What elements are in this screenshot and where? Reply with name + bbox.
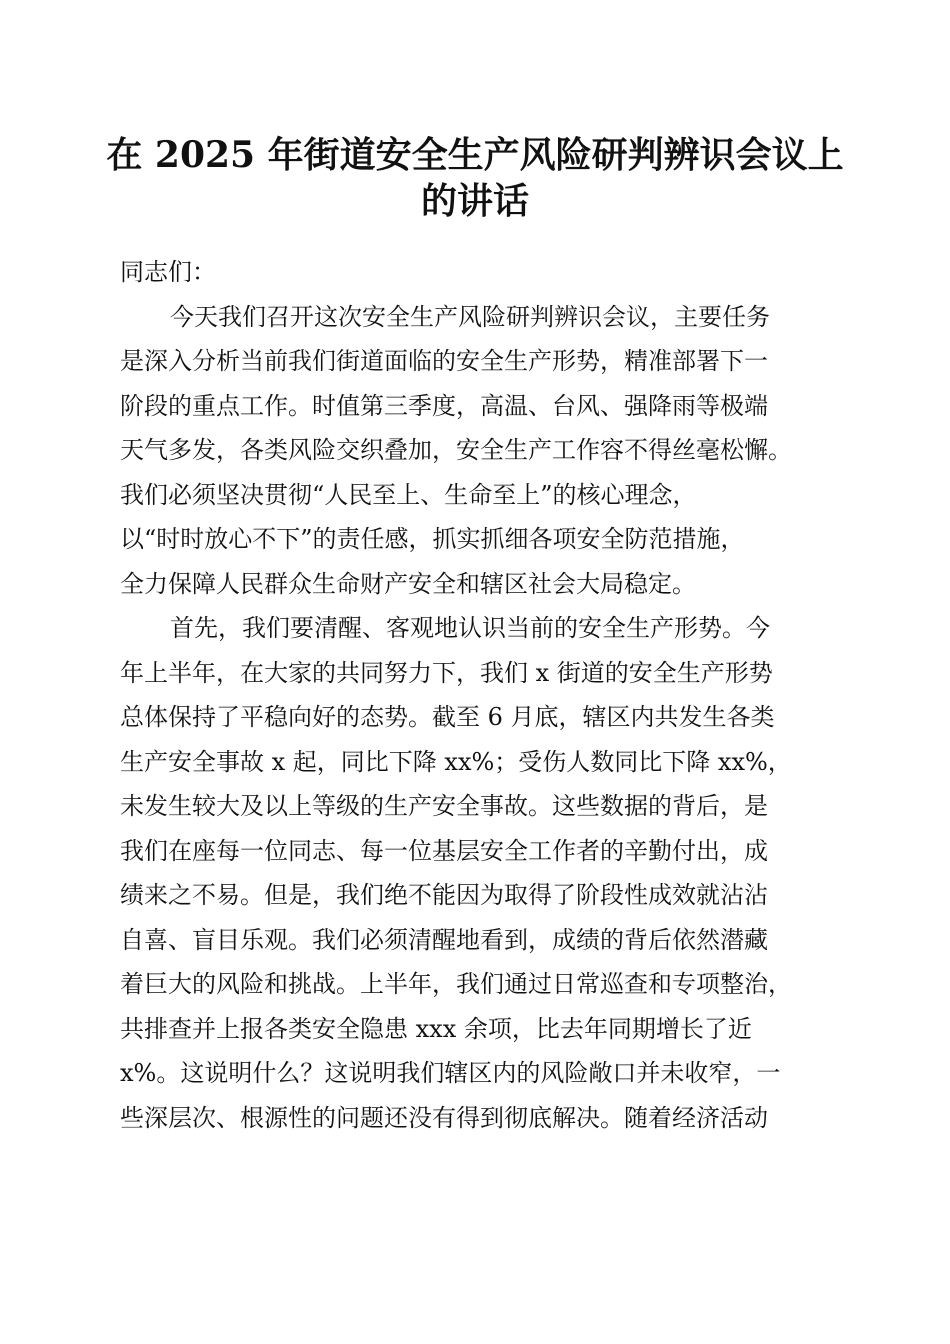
body-line: 首先，我们要清醒、客观地认识当前的安全生产形势。今 [170, 614, 770, 642]
body-line: 着巨大的风险和挑战。上半年，我们通过日常巡查和专项整治， [120, 970, 792, 998]
body-line: 是深入分析当前我们街道面临的安全生产形势，精准部署下一 [120, 347, 768, 375]
body-line: 阶段的重点工作。时值第三季度，高温、台风、强降雨等极端 [120, 391, 768, 420]
body-line: 自喜、盲目乐观。我们必须清醒地看到，成绩的背后依然潜藏 [120, 925, 768, 954]
body-line: 天气多发，各类风险交织叠加，安全生产工作容不得丝毫松懈。 [120, 436, 792, 464]
document-title [100, 132, 850, 224]
title-line-1: 在 2025 年街道安全生产风险研判辨识会议上 [106, 134, 844, 176]
body-line: 绩来之不易。但是，我们绝不能因为取得了阶段性成效就沾沾 [120, 881, 768, 909]
body-line: 未发生较大及以上等级的生产安全事故。这些数据的背后，是 [120, 792, 768, 820]
body-line: 全力保障人民群众生命财产安全和辖区社会大局稳定。 [120, 569, 696, 598]
body-line: 我们必须坚决贯彻“人民至上、生命至上”的核心理念， [120, 480, 697, 509]
body-line: 总体保持了平稳向好的态势。截至 6 月底，辖区内共发生各类 [120, 703, 775, 731]
salutation: 同志们： [120, 258, 216, 286]
body-line: 年上半年，在大家的共同努力下，我们 x 街道的安全生产形势 [120, 658, 773, 687]
body-line: 些深层次、根源性的问题还没有得到彻底解决。随着经济活动 [120, 1103, 768, 1132]
document-body [120, 250, 835, 1140]
title-line-2: 的讲话 [420, 180, 529, 222]
body-line: 我们在座每一位同志、每一位基层安全工作者的辛勤付出，成 [120, 836, 768, 865]
body-line: 生产安全事故 x 起，同比下降 xx%；受伤人数同比下降 xx%， [120, 747, 792, 776]
body-line: x%。这说明什么？这说明我们辖区内的风险敞口并未收窄，一 [120, 1059, 781, 1087]
body-line: 以“时时放心不下”的责任感，抓实抓细各项安全防范措施， [120, 525, 745, 553]
body-line: 共排查并上报各类安全隐患 xxx 余项，比去年同期增长了近 [120, 1014, 752, 1043]
body-line: 今天我们召开这次安全生产风险研判辨识会议，主要任务 [170, 302, 770, 331]
